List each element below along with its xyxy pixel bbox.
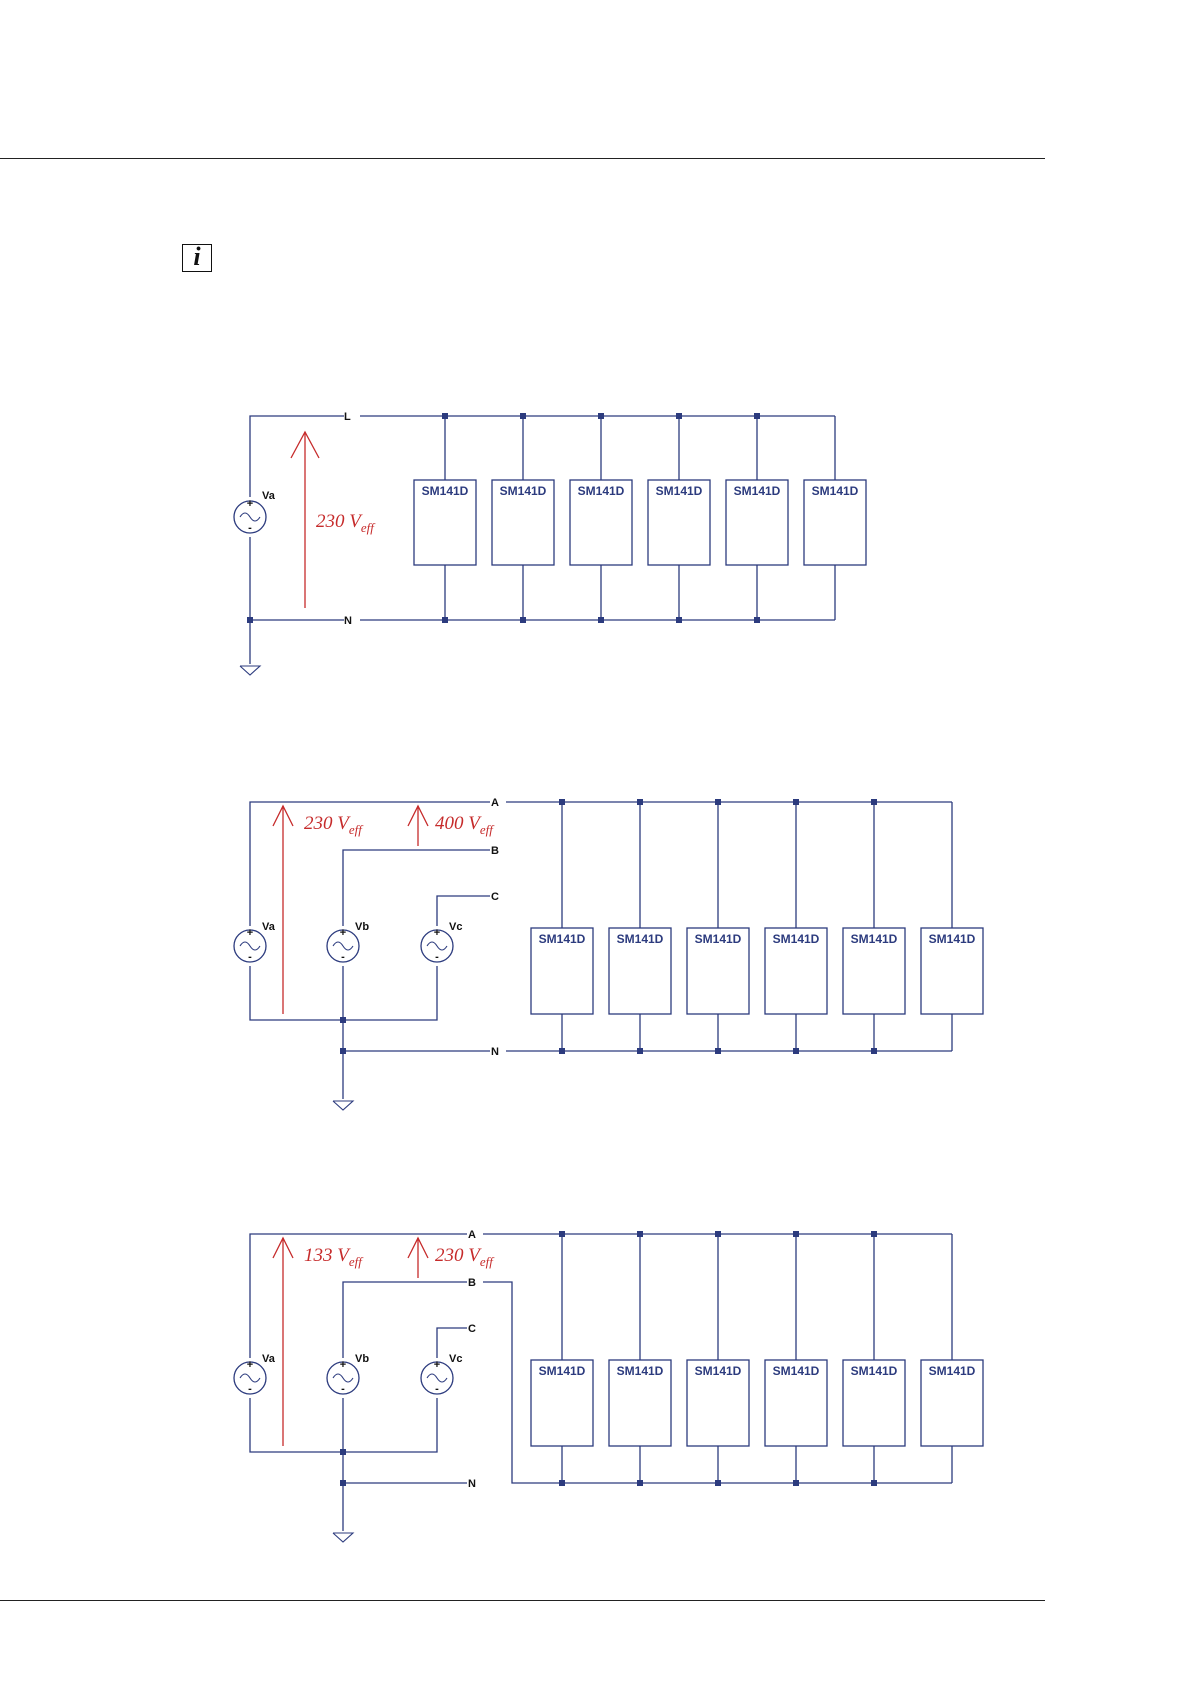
component-sm141d	[570, 413, 632, 623]
voltage-label: 400 $V_{eff}$	[435, 813, 493, 837]
svg-text:SM141D: SM141D	[616, 1364, 664, 1378]
svg-text:SM141D: SM141D	[850, 932, 898, 946]
svg-text:SM141D: SM141D	[538, 1364, 586, 1378]
svg-text:-: -	[248, 522, 252, 534]
svg-text:+: +	[433, 927, 441, 939]
svg-text:+: +	[339, 927, 347, 939]
svg-text:SM141D: SM141D	[928, 932, 976, 946]
source-va	[234, 490, 276, 534]
svg-text:-: -	[435, 951, 439, 963]
svg-text:SM141D: SM141D	[694, 932, 742, 946]
voltage-label: 230 $V_{eff}$	[316, 511, 374, 535]
source-label: Vc	[449, 921, 463, 933]
source-label: Vc	[449, 1353, 463, 1365]
svg-text:SM141D: SM141D	[421, 484, 469, 498]
component-sm141d	[765, 1231, 827, 1486]
svg-text:SM141D: SM141D	[772, 1364, 820, 1378]
component-sm141d	[648, 413, 710, 623]
component-sm141d	[687, 1231, 749, 1486]
component-sm141d	[726, 413, 788, 623]
net-label: A	[468, 1229, 476, 1241]
net-label: L	[344, 411, 351, 423]
ground-symbol	[333, 1533, 353, 1542]
source-vb	[327, 921, 369, 963]
component-sm141d	[765, 799, 827, 1054]
svg-text:-: -	[341, 1383, 345, 1395]
source-label: Va	[262, 921, 275, 933]
voltage-label: 230 $V_{eff}$	[304, 813, 362, 837]
net-label: B	[468, 1277, 476, 1289]
voltage-label: 133 $V_{eff}$	[304, 1245, 362, 1269]
ground-symbol	[333, 1101, 353, 1110]
svg-text:+: +	[433, 1359, 441, 1371]
net-label: N	[344, 615, 352, 627]
component-sm141d	[921, 1234, 983, 1483]
svg-text:SM141D: SM141D	[499, 484, 547, 498]
svg-text:+: +	[246, 927, 254, 939]
svg-text:SM141D: SM141D	[694, 1364, 742, 1378]
source-va	[234, 921, 276, 963]
component-sm141d	[531, 799, 593, 1054]
source-vb	[327, 1353, 369, 1395]
component-sm141d	[921, 802, 983, 1051]
component-sm141d	[687, 799, 749, 1054]
svg-text:SM141D: SM141D	[733, 484, 781, 498]
svg-text:-: -	[248, 951, 252, 963]
svg-text:SM141D: SM141D	[538, 932, 586, 946]
svg-text:SM141D: SM141D	[811, 484, 859, 498]
component-sm141d	[531, 1231, 593, 1486]
svg-text:SM141D: SM141D	[772, 932, 820, 946]
source-label: Va	[262, 490, 275, 502]
component-sm141d	[414, 413, 476, 623]
source-label: Va	[262, 1353, 275, 1365]
component-sm141d	[609, 799, 671, 1054]
svg-text:SM141D: SM141D	[850, 1364, 898, 1378]
svg-text:SM141D: SM141D	[655, 484, 703, 498]
ground-symbol	[240, 666, 260, 675]
voltage-label: 230 $V_{eff}$	[435, 1245, 493, 1269]
svg-text:SM141D: SM141D	[928, 1364, 976, 1378]
svg-text:+: +	[339, 1359, 347, 1371]
svg-text:SM141D: SM141D	[577, 484, 625, 498]
svg-text:+: +	[246, 498, 254, 510]
component-sm141d	[843, 1231, 905, 1486]
component-sm141d	[804, 416, 866, 620]
source-vc	[421, 921, 462, 963]
component-sm141d	[843, 799, 905, 1054]
component-sm141d	[609, 1231, 671, 1486]
net-label: B	[491, 845, 499, 857]
component-sm141d	[492, 413, 554, 623]
source-label: Vb	[355, 921, 370, 933]
source-va	[234, 1353, 276, 1395]
diagram-single-phase	[234, 411, 866, 675]
svg-text:-: -	[435, 1383, 439, 1395]
net-label: C	[468, 1323, 476, 1335]
diagram-three-phase-400	[234, 797, 983, 1110]
net-label: C	[491, 891, 499, 903]
svg-text:-: -	[248, 1383, 252, 1395]
net-label: N	[468, 1478, 476, 1490]
net-label: A	[491, 797, 499, 809]
info-icon-glyph: i	[193, 242, 201, 271]
svg-text:+: +	[246, 1359, 254, 1371]
svg-text:-: -	[341, 951, 345, 963]
svg-text:SM141D: SM141D	[616, 932, 664, 946]
diagram-three-phase-230	[234, 1229, 983, 1542]
net-label: N	[491, 1046, 499, 1058]
source-vc	[421, 1353, 462, 1395]
source-label: Vb	[355, 1353, 370, 1365]
